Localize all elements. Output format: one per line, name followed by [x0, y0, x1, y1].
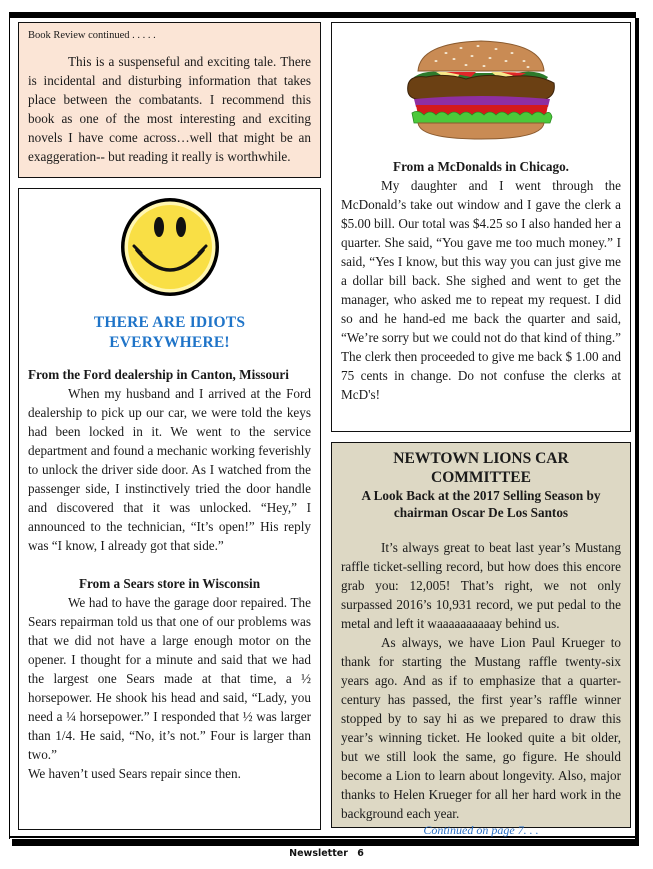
- sears-story-closing: We haven’t used Sears repair since then.: [28, 766, 241, 781]
- page-footer: [0, 848, 653, 859]
- ford-story-heading: From the Ford dealership in Canton, Missouri: [28, 367, 289, 382]
- book-review-box: [18, 22, 321, 178]
- lions-subtitle-line2: chairman Oscar De Los Santos: [393, 505, 569, 520]
- footer-label: Newsletter: [289, 848, 348, 859]
- hamburger-icon: [406, 39, 556, 141]
- lions-paragraph-2: As always, we have Lion Paul Krueger to thank for starting the Mustang raffle twenty-six years ago. And as if to emphasize that a quarter-century has passed, the first year’s raffle winner stopped by to say hi as we prepared to draw this year’s winning ticket. He looked quite a bit older, but we still look the same, go figure. He should become a Lion to learn about longevity. Also, major thanks to Helen Krueger for all her hard work in the background each year.: [341, 635, 621, 821]
- lions-paragraph-1: It’s always great to beat last year’s Mustang raffle ticket-selling record, but how does this encore grab you: 12,005! That’s right, we not only surpassed 2016’s 10,931 record, we put pedal to the metal and left it waaaaaaaaaay behind us.: [341, 540, 621, 631]
- book-review-heading: Book Review continued . . . . .: [28, 30, 156, 41]
- mcdonalds-article-box: [331, 22, 631, 432]
- sears-story-body: We had to have the garage door repaired. The Sears repairman told us that one of our problems was that we did not have a large enough motor on the opener. I thought for a minute and said that we had the largest one Sears made at that time, a ½ horsepower. He shook his head and said, “Lady, you need a ¼ horsepower.” I responded that ½ was larger than 1/4. He said, “No, it’s not.” Four is larger than two.”: [28, 595, 311, 762]
- footer-page-number: 6: [357, 848, 364, 859]
- mcdonalds-body: My daughter and I went through the McDonald’s take out window and I gave the clerk a $5.00 bill. Our total was $4.25 so I also handed her a quarter. She said, “You gave me too much money.” I said, “Yes I know, but this way you can just give me a dollar bill back. She sighed and went to get the manager, who asked me to repeat my request. I did so and he hand-ed me back the quarter and said, “We’re sorry but we could not do that kind of thing.” The clerk then proceeded to give me back $ 1.00 and 75 cents in change. Do not confuse the clerks at McD's!: [341, 178, 621, 402]
- ford-story-body: When my husband and I arrived at the Ford dealership to pick up our car, we were told the keys had been locked in it. We went to the service department and found a mechanic working feverishly to unlock the driver side door. As I watched from the passenger side, I instinctively tried the door handle and discovered that it was unlocked. “Hey,” I announced to the technician, “It’s open!” His reply was “I know, I already got that side.”: [28, 386, 311, 553]
- page-frame-shadow-bottom: [12, 839, 639, 846]
- idiots-title-line2: EVERYWHERE!: [109, 334, 230, 351]
- page-frame-shadow-right: [636, 18, 639, 844]
- lions-title-line1: NEWTOWN LIONS CAR: [393, 450, 569, 467]
- continued-on-page-link[interactable]: Continued on page 7. . .: [423, 823, 539, 837]
- lions-article-box: [331, 442, 631, 837]
- lions-title-line2: COMMITTEE: [431, 469, 531, 486]
- book-review-body: This is a suspenseful and exciting tale. There is incidental and disturbing information that takes place between the combatants. I recommend this book as one of the most interesting and exciting novels I have come across…well that might be an exaggeration-- but reading it really is worthwhile.: [28, 54, 311, 164]
- sears-story-heading: From a Sears store in Wisconsin: [78, 576, 261, 591]
- mcdonalds-heading: From a McDonalds in Chicago.: [393, 159, 569, 174]
- lions-subtitle-line1: A Look Back at the 2017 Selling Season by: [361, 488, 601, 503]
- idiots-title-line1: THERE ARE IDIOTS: [93, 314, 246, 331]
- smiley-face-icon: [118, 195, 222, 299]
- idiots-article-box: [18, 188, 321, 830]
